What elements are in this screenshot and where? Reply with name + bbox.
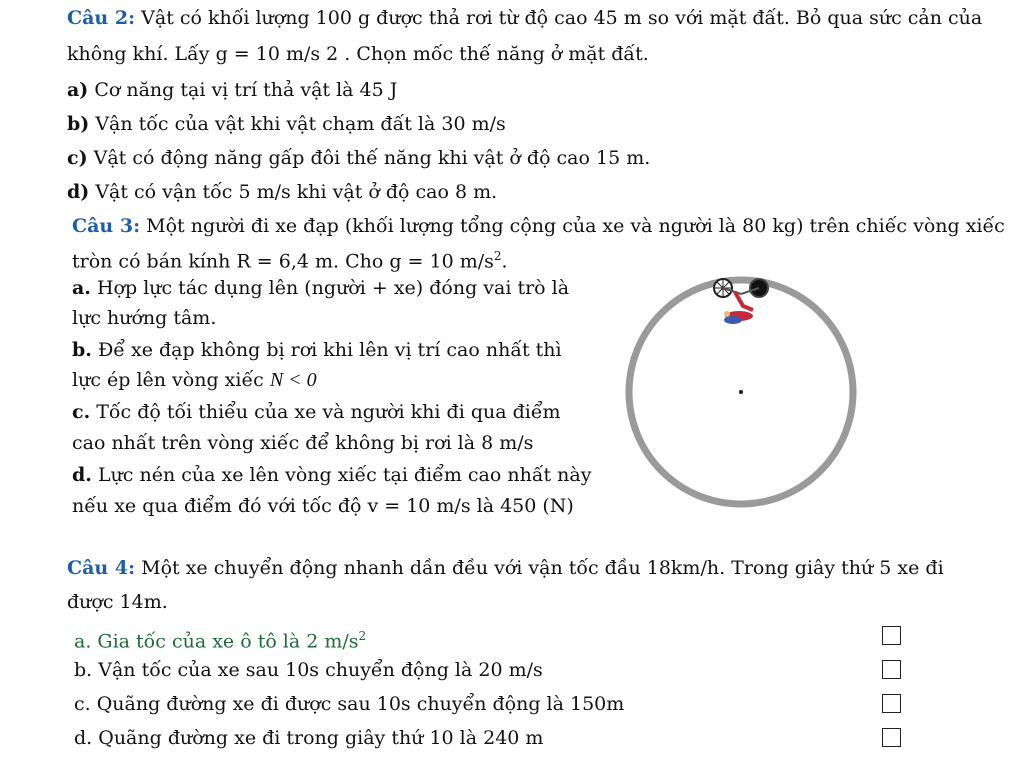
q2-line1 [67, 6, 982, 30]
q2-option-c [67, 146, 650, 170]
q2-option-d-text: Vật có vận tốc 5 m/s khi vật ở độ cao 8 m. [89, 181, 498, 203]
q2-option-b-text: Vận tốc của vật khi vật chạm đất là 30 m/s [89, 113, 506, 135]
q2-label: Câu 2: [67, 7, 136, 29]
q2-option-b-letter: b) [67, 113, 90, 135]
cyclist-icon [714, 279, 768, 324]
q2-option-b [67, 112, 506, 136]
q4-option-d-checkbox[interactable] [882, 728, 901, 747]
q4-option-a-sup: 2 [358, 629, 367, 643]
q2-option-a-letter: a) [67, 79, 89, 101]
q4-option-d: d. Quãng đường xe đi trong giây thứ 10 là 240 m [74, 727, 544, 749]
q4-text1: Một xe chuyển động nhanh dần đều với vận tốc đầu 18km/h. Trong giây thứ 5 xe đi [135, 557, 944, 579]
q2-text2: không khí. Lấy g = 10 m/s 2 . Chọn mốc thế năng ở mặt đất. [67, 43, 649, 65]
q4-option-a-checkbox[interactable] [882, 626, 901, 645]
q3-text2-sup: 2 [493, 249, 502, 263]
q2-option-c-letter: c) [67, 147, 88, 169]
q4-option-a-text: a. Gia tốc của xe ô tô là 2 m/s [74, 630, 359, 653]
q4-option-c: c. Quãng đường xe đi được sau 10s chuyển động là 150m [74, 693, 625, 715]
q3-c-text2: cao nhất trên vòng xiếc để không bị rơi là 8 m/s [72, 432, 534, 454]
q3-b-line1 [72, 338, 562, 362]
q3-b-math: N < 0 [269, 369, 317, 391]
q2-option-a-text: Cơ năng tại vị trí thả vật là 45 J [88, 79, 398, 101]
q2-text1: Vật có khối lượng 100 g được thả rơi từ độ cao 45 m so với mặt đất. Bỏ qua sức cản của [135, 7, 983, 29]
q4-option-c-checkbox[interactable] [882, 694, 901, 713]
q4-option-a [74, 624, 366, 653]
q3-d-text1: Lực nén của xe lên vòng xiếc tại điểm cao nhất này [91, 464, 592, 486]
q3-b-line2 [72, 368, 317, 392]
q3-c-line1 [72, 400, 561, 424]
loop-diagram [615, 270, 875, 530]
q3-a-text2: lực hướng tâm. [72, 307, 217, 329]
q3-line1 [72, 214, 1005, 238]
q3-text1: Một người đi xe đạp (khối lượng tổng cộng của xe và người là 80 kg) trên chiếc vòng xiếc [140, 215, 1005, 237]
q3-d-text2: nếu xe qua điểm đó với tốc độ v = 10 m/s là 450 (N) [72, 495, 574, 517]
q3-b-letter: b. [72, 339, 92, 361]
q2-option-d [67, 180, 497, 204]
q3-b-text1: Để xe đạp không bị rơi khi lên vị trí cao nhất thì [91, 339, 562, 361]
loop-center-dot [739, 390, 743, 394]
q2-option-a [67, 78, 397, 102]
q4-text2: được 14m. [67, 591, 168, 613]
q3-a-line1 [72, 276, 569, 300]
q3-c-letter: c. [72, 401, 91, 423]
q3-line2 [72, 244, 508, 273]
q3-c-text1: Tốc độ tối thiểu của xe và người khi đi qua điểm [90, 401, 561, 423]
q2-option-c-text: Vật có động năng gấp đôi thế năng khi vật ở độ cao 15 m. [87, 147, 651, 169]
q3-b-text2: lực ép lên vòng xiếc [72, 369, 270, 391]
q3-text2-end: . [501, 250, 508, 273]
q3-label: Câu 3: [72, 215, 141, 237]
q2-option-d-letter: d) [67, 181, 90, 203]
q4-label: Câu 4: [67, 557, 136, 579]
q3-text2: tròn có bán kính R = 6,4 m. Cho g = 10 m/s [72, 250, 494, 273]
q3-d-letter: d. [72, 464, 92, 486]
q4-option-b: b. Vận tốc của xe sau 10s chuyển động là 20 m/s [74, 659, 543, 681]
q3-a-letter: a. [72, 277, 91, 299]
q4-option-b-checkbox[interactable] [882, 660, 901, 679]
q3-a-text1: Hợp lực tác dụng lên (người + xe) đóng vai trò là [90, 277, 570, 299]
q3-d-line1 [72, 463, 591, 487]
q4-line1 [67, 556, 944, 580]
